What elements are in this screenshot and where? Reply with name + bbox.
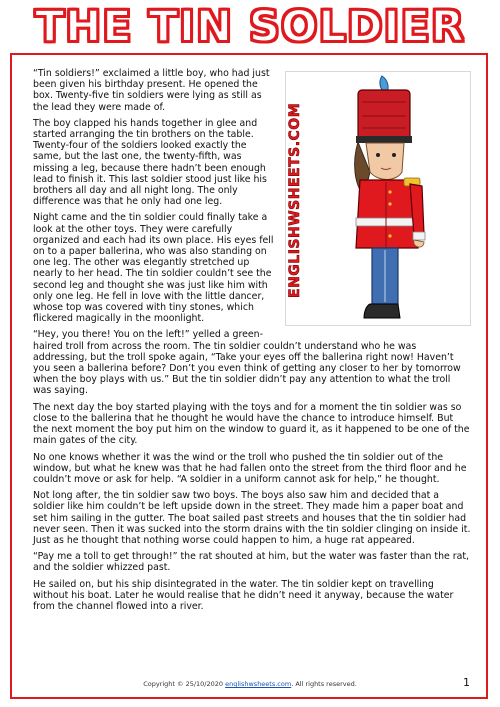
- page-number: 1: [463, 676, 470, 689]
- paragraph: “Tin soldiers!” exclaimed a little boy, who had just been given his birthday present. He opened the box. Twenty-five tin soldiers were lying as still as the lead they were made of.: [33, 68, 270, 113]
- paragraph: The boy clapped his hands together in glee and started arranging the tin brothers on the table. Twenty-four of the soldiers looked exactly the same, but the last one, the twenty-fifth, was missing a leg, because there hadn’t been enough lead to finish it. This last soldier stood just like his brothers all day and all night long. The only difference was that he only had one leg.: [33, 117, 267, 208]
- copyright-footer: [0, 680, 500, 688]
- copyright-prefix: Copyright © 25/10/2020: [143, 680, 226, 688]
- paragraph: Not long after, the tin soldier saw two boys. The boys also saw him and decided that a soldier like him couldn’t be left upside down in the street. They made him a paper boat and set him sailing in the gutter. The boat sailed past streets and houses that the tin soldier had never seen. Then it was sucked into the storm drains with the tin soldier clinging on inside it. Just as he thought that nothing worse could happen to him, a huge rat appeared.: [33, 490, 471, 546]
- watermark-text: ENGLISHWSHEETS.COM: [287, 102, 303, 298]
- tin-soldier-drawing: [286, 72, 472, 327]
- tin-soldier-illustration: [285, 71, 471, 326]
- paragraph: The next day the boy started playing with the toys and for a moment the tin soldier was so close to the ballerina that he thought he would have the chance to introduce himself. But the next moment the boy put him on the window to guard it, as it happened to be one of the main gates of the city.: [33, 401, 470, 447]
- paragraph: “Pay me a toll to get through!” the rat shouted at him, but the water was faster than the rat, and the soldier whizzed past.: [33, 551, 470, 574]
- paragraph: He sailed on, but his ship disintegrated in the water. The tin soldier kept on travelling without his boat. Later he would realise that he didn’t need it anyway, because the water from the channel flowed into a river.: [33, 578, 454, 612]
- story-text: [33, 68, 471, 617]
- page-title: THE TIN SOLDIER: [34, 2, 466, 52]
- paragraph: Night came and the tin soldier could finally take a look at the other toys. They were carefully organized and each had its own place. His eyes fell on to a paper ballerina, who was also standing on one leg. The other was elegantly stretched up nearly to her head. The tin soldier couldn’t see the second leg and thought she was just like him with only one leg. He fell in love with the little dancer, whose top was covered with tiny stones, which flickered magically in the moonlight.: [33, 212, 274, 325]
- copyright-suffix: . All rights reserved.: [291, 680, 357, 688]
- paragraph: No one knows whether it was the wind or the troll who pushed the tin soldier out of the window, but what he knew was that he had fallen onto the street from the third floor and he couldn’t move or ask for help. “A soldier in a uniform cannot ask for help,” he thought.: [33, 451, 467, 485]
- website-link[interactable]: englishwsheets.com: [225, 680, 292, 688]
- paragraph: “Hey, you there! You on the left!” yelled a green-haired troll from across the room. The tin soldier couldn’t understand who he was addressing, but the troll spoke again, “Take your eyes off the ballerina right now! Haven’t you seen a ballerina before? Don’t you even think of getting any closer to her by tomorrow when the boy plays with us.” But the tin soldier didn’t pay any attention to what the troll was saying.: [33, 329, 461, 397]
